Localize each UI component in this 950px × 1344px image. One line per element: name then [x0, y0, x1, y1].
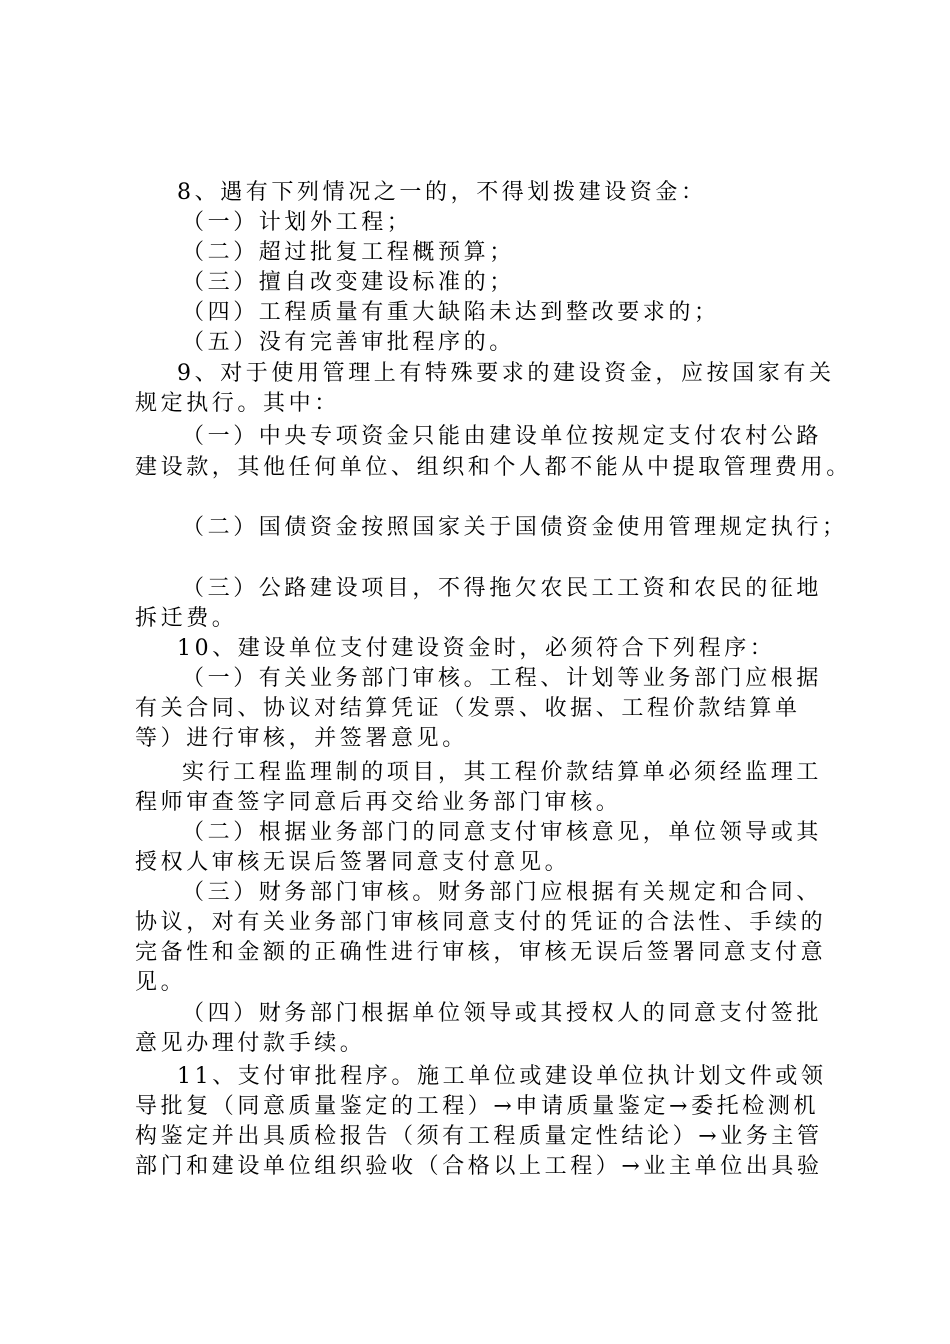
item-11-heading: 11、支付审批程序。施工单位或建设单位执计划文件或领 — [177, 1064, 827, 1089]
item-10-clause-1-cont-2: 等）进行审核，并签署意见。 — [135, 726, 468, 751]
item-10-note-cont: 程师审查签字同意后再交给业务部门审核。 — [135, 790, 622, 815]
item-10-clause-1-cont-1: 有关合同、协议对结算凭证（发票、收据、工程价款结算单 — [135, 696, 801, 721]
item-10-clause-2: （二）根据业务部门的同意支付审核意见，单位领导或其 — [182, 820, 823, 845]
item-9-heading: 9、对于使用管理上有特殊要求的建设资金，应按国家有关 — [177, 361, 835, 386]
item-10-clause-3-cont-3: 见。 — [135, 970, 187, 995]
item-9-clause-1-cont: 建设款，其他任何单位、组织和个人都不能从中提取管理费用。 — [135, 455, 852, 480]
item-8-clause-5: （五）没有完善审批程序的。 — [182, 330, 515, 355]
item-9-clause-3-cont: 拆迁费。 — [135, 606, 238, 631]
item-11-cont-2: 构鉴定并出具质检报告（须有工程质量定性结论）→业务主管 — [135, 1124, 823, 1149]
item-11-cont-1: 导批复（同意质量鉴定的工程）→申请质量鉴定→委托检测机 — [135, 1094, 820, 1119]
item-10-clause-4-cont: 意见办理付款手续。 — [135, 1031, 366, 1056]
item-10-clause-3-cont-2: 完备性和金额的正确性进行审核，审核无误后签署同意支付意 — [135, 940, 827, 965]
item-9-clause-1: （一）中央专项资金只能由建设单位按规定支付农村公路 — [182, 424, 823, 449]
item-9-clause-3: （三）公路建设项目，不得拖欠农民工工资和农民的征地 — [182, 576, 823, 601]
item-9-heading-cont: 规定执行。其中： — [135, 391, 340, 416]
item-10-clause-4: （四）财务部门根据单位领导或其授权人的同意支付签批 — [182, 1001, 823, 1026]
item-8-clause-4: （四）工程质量有重大缺陷未达到整改要求的； — [182, 300, 720, 325]
item-8-heading: 8、遇有下列情况之一的，不得划拨建设资金： — [177, 180, 707, 205]
item-8-clause-1: （一）计划外工程； — [182, 210, 413, 235]
item-10-clause-3: （三）财务部门审核。财务部门应根据有关规定和合同、 — [182, 880, 823, 905]
item-8-clause-2: （二）超过批复工程概预算； — [182, 240, 515, 265]
item-10-clause-2-cont: 授权人审核无误后签署同意支付意见。 — [135, 850, 571, 875]
item-10-clause-1: （一）有关业务部门审核。工程、计划等业务部门应根据 — [182, 666, 823, 691]
item-10-clause-3-cont-1: 协议，对有关业务部门审核同意支付的凭证的合法性、手续的 — [135, 910, 827, 935]
item-9-clause-2: （二）国债资金按照国家关于国债资金使用管理规定执行； — [182, 515, 848, 540]
item-10-heading: 10、建设单位支付建设资金时，必须符合下列程序： — [177, 636, 776, 661]
item-11-cont-3: 部门和建设单位组织验收（合格以上工程）→业主单位出具验 — [135, 1154, 823, 1179]
item-8-clause-3: （三）擅自改变建设标准的； — [182, 270, 515, 295]
item-10-note: 实行工程监理制的项目，其工程价款结算单必须经监理工 — [182, 760, 823, 785]
